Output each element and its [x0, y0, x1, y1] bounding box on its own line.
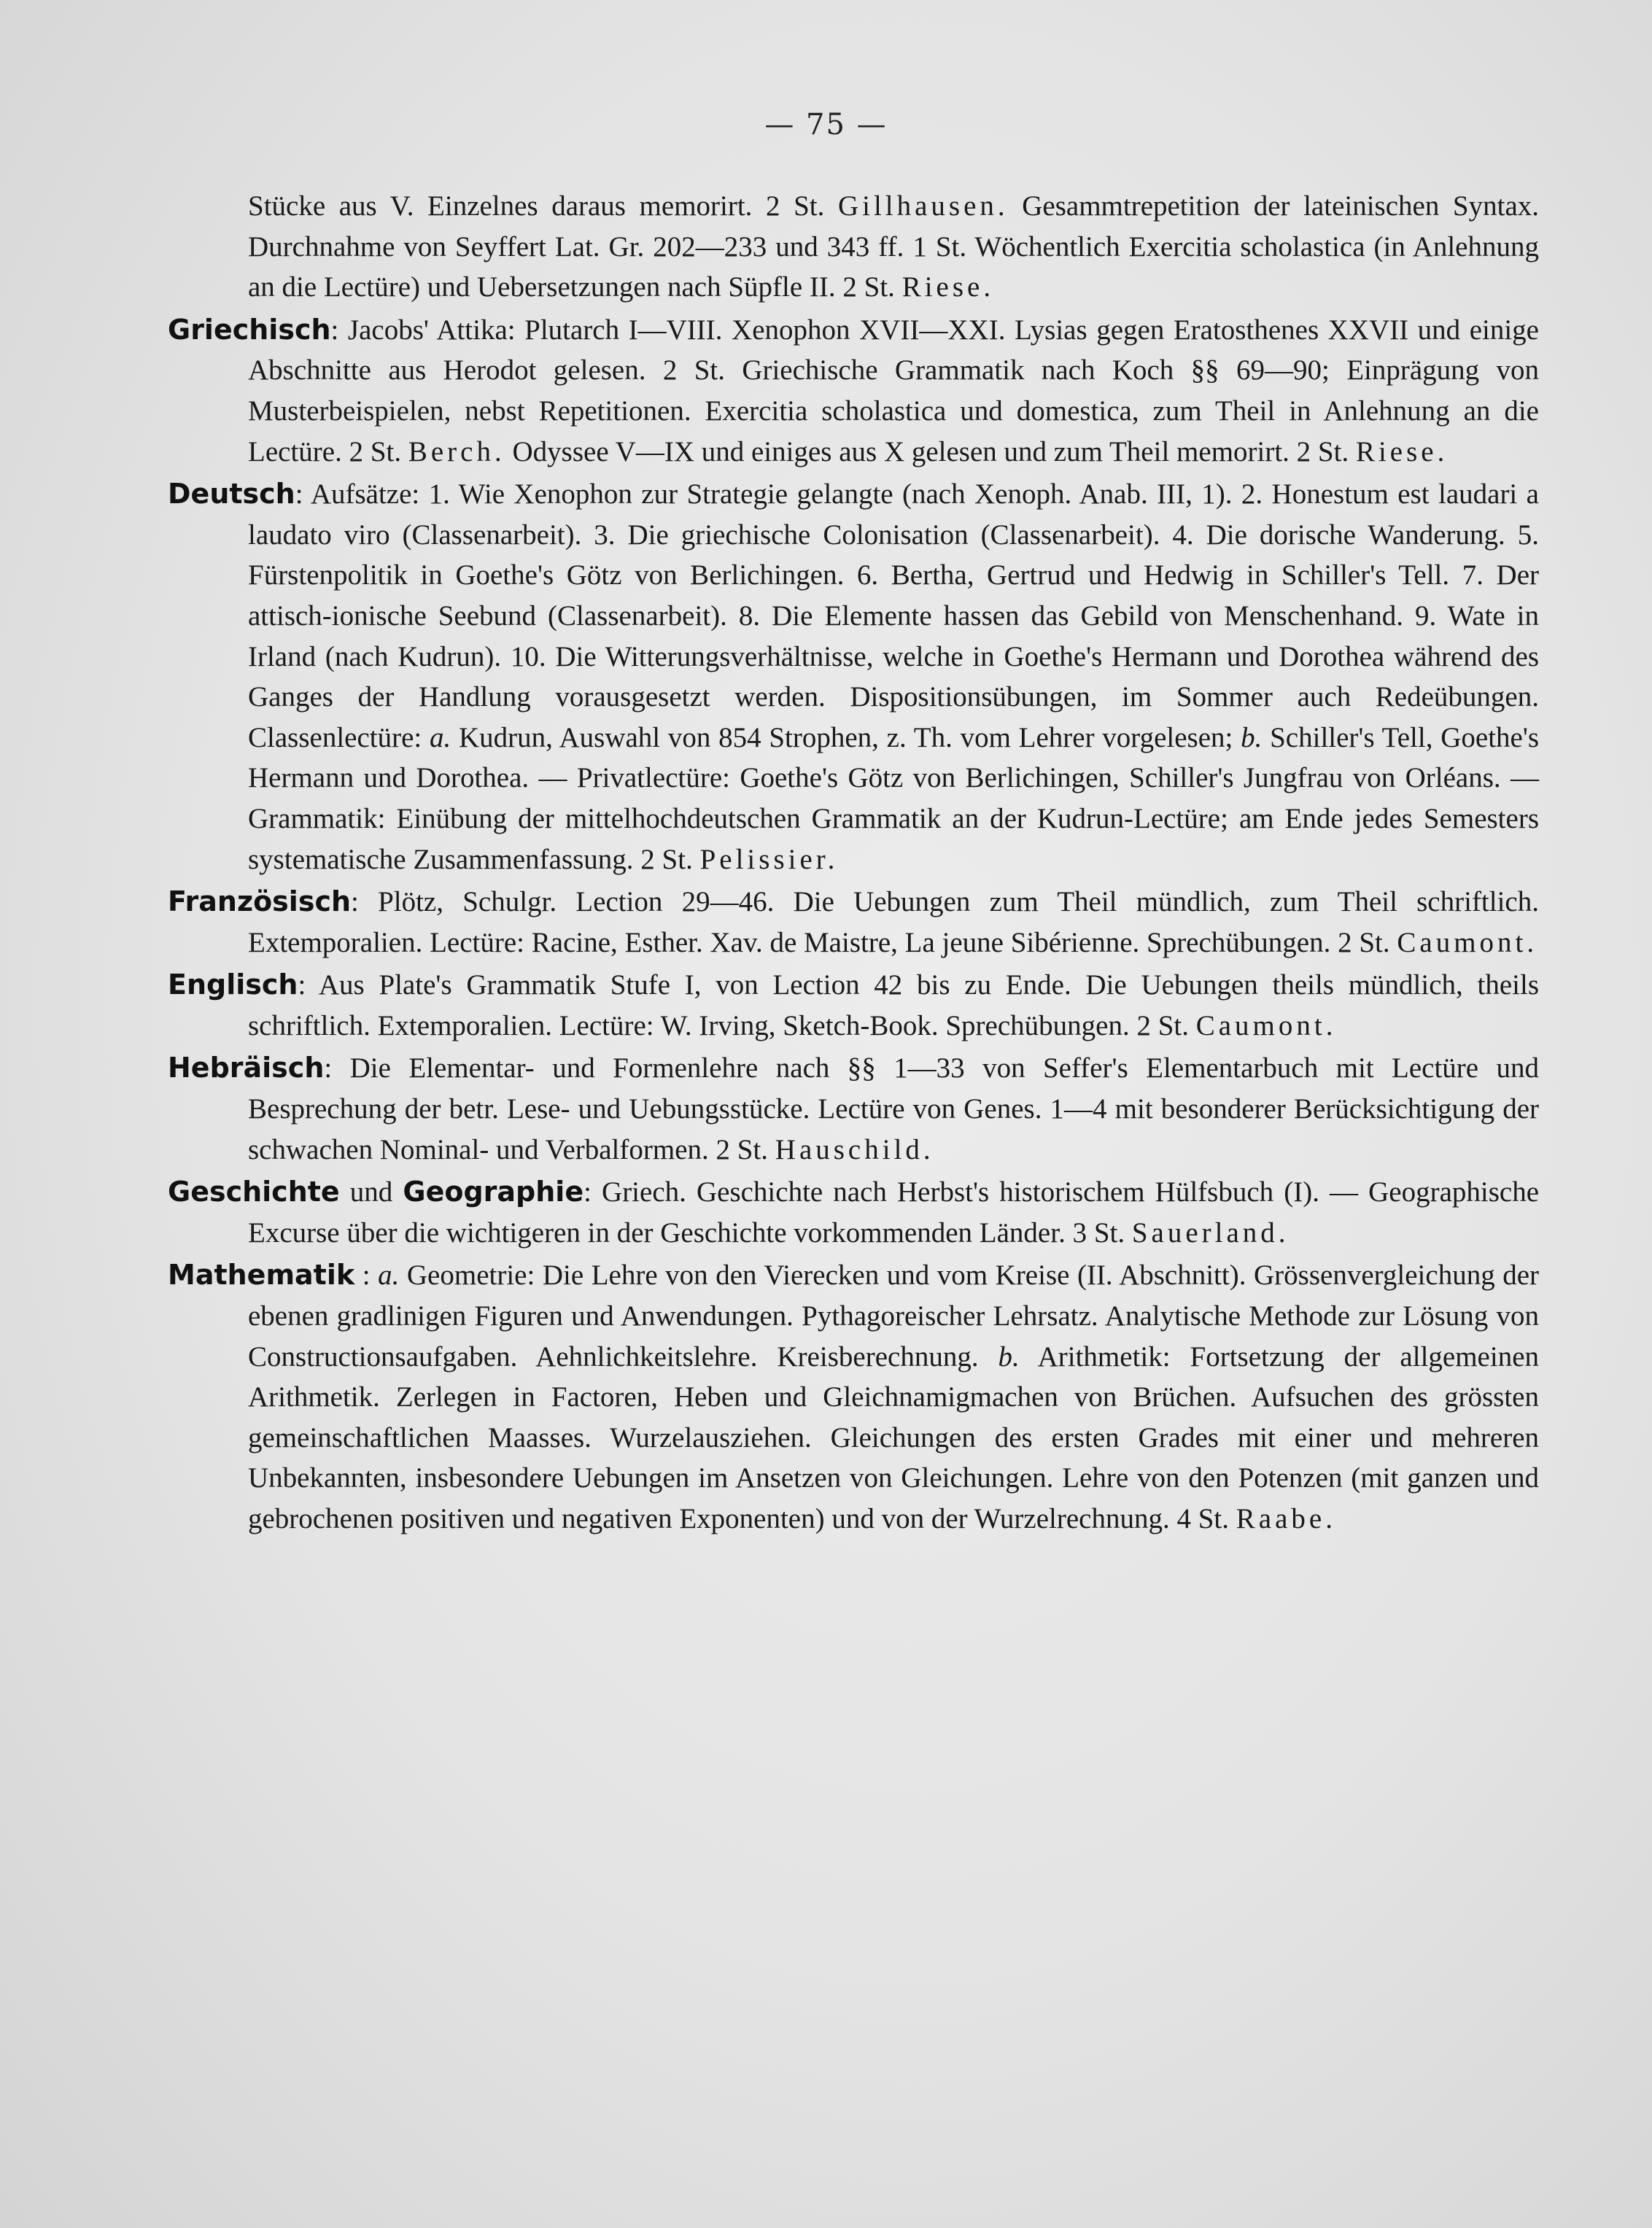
subject-heading: Englisch: [168, 969, 298, 1001]
subject-heading: Geographie: [403, 1176, 584, 1208]
subject-heading: Griechisch: [168, 313, 331, 346]
teacher-name: Caumont.: [1195, 1009, 1337, 1041]
subject-heading: Hebräisch: [168, 1052, 325, 1084]
teacher-name: Hauschild.: [775, 1133, 934, 1165]
subject-heading: Französisch: [168, 885, 352, 918]
paragraph-text: und: [349, 1176, 393, 1208]
paragraph-text: : Plötz, Schulgr. Lection 29—46. Die Uebungen zum Theil mündlich, zum Theil schriftlich. Extemporalien. Lectüre: Racine, Esther. Xav. de Maistre, La jeune Sibérienne. Sprechübungen. 2 St.: [248, 886, 1539, 958]
teacher-name: Caumont.: [1397, 926, 1538, 958]
page-number: — 75 —: [764, 108, 888, 141]
teacher-name: Sauerland.: [1131, 1216, 1290, 1249]
list-marker: b.: [998, 1340, 1020, 1373]
paragraph-deutsch: [168, 474, 1539, 880]
paragraph-latein-continued: [168, 186, 1539, 308]
paragraph-text: Arithmetik: Fortsetzung der allgemeinen Arithmetik. Zerlegen in Factoren, Heben und Gleichnamigmachen von Brüchen. Aufsuchen des grössten gemeinschaftlichen Maasses. Wurzelausziehen. Gleichungen des ersten Grades mit einer und mehreren Unbekannten, insbesondere Uebungen im Ansetzen von Gleichungen. Lehre von den Potenzen (mit ganzen und gebrochenen positiven und negativen Exponenten) und von der Wurzelrechnung. 4 St.: [248, 1340, 1540, 1534]
paragraph-geschichte: [168, 1172, 1539, 1253]
list-marker: a.: [378, 1259, 400, 1292]
teacher-name: Gillhausen.: [837, 190, 1009, 222]
paragraph-text: : Aufsätze: 1. Wie Xenophon zur Strategie gelangte (nach Xenoph. Anab. III, 1). 2. Honestum est laudari a laudato viro (Classenarbeit). 3. Die griechische Colonisation (Classenarbeit). 4. Die dorische Wanderung. 5. Fürstenpolitik in Goethe's Götz von Berlichingen. 6. Bertha, Gertrud und Hedwig in Schiller's Tell. 7. Der attisch-ionische Seebund (Classenarbeit). 8. Die Elemente hassen das Gebild von Menschenhand. 9. Wate in Irland (nach Kudrun). 10. Die Witterungsverhältnisse, welche in Goethe's Hermann und Dorothea während des Ganges der Handlung vorausgesetzt werden. Dispositionsübungen, im Sommer auch Redeübungen. Classenlectüre:: [248, 478, 1539, 753]
paragraph-mathematik: [168, 1255, 1539, 1539]
list-marker: a.: [430, 721, 451, 753]
paragraph-griechisch: [168, 310, 1539, 472]
teacher-name: Pelissier.: [699, 843, 839, 875]
paragraph-text: Kudrun, Auswahl von 854 Strophen, z. Th. vom Lehrer vorgelesen;: [459, 721, 1233, 753]
document-body: [168, 186, 1539, 1542]
paragraph-text: Odyssee V—IX und einiges aus X gelesen und zum Theil memorirt. 2 St.: [512, 435, 1349, 467]
paragraph-text: Stücke aus V. Einzelnes daraus memorirt. 2 St.: [248, 190, 825, 222]
teacher-name: Riese.: [1355, 435, 1449, 467]
teacher-name: Riese.: [901, 271, 995, 303]
paragraph-text: : Die Elementar- und Formenlehre nach §§ 1—33 von Seffer's Elementarbuch mit Lectüre und Besprechung der betr. Lese- und Uebungsstücke. Lectüre von Genes. 1—4 mit besonderer Berücksichtigung der schwachen Nominal- und Verbalformen. 2 St.: [248, 1052, 1539, 1165]
subject-heading: Deutsch: [168, 478, 295, 511]
teacher-name: Raabe.: [1236, 1503, 1336, 1534]
paragraph-englisch: [168, 965, 1539, 1046]
paragraph-text: :: [362, 1259, 371, 1292]
list-marker: b.: [1241, 721, 1263, 753]
paragraph-text: : Aus Plate's Grammatik Stufe I, von Lection 42 bis zu Ende. Die Uebungen theils mündlich, theils schriftlich. Extemporalien. Lectüre: W. Irving, Sketch-Book. Sprechübungen. 2 St.: [248, 969, 1539, 1041]
paragraph-hebraeisch: [168, 1048, 1539, 1170]
paragraph-text: Schiller's Tell, Goethe's Hermann und Dorothea. — Privatlectüre: Goethe's Götz von Berlichingen, Schiller's Jungfrau von Orléans. — Grammatik: Einübung der mittelhochdeutschen Grammatik an der Kudrun-Lectüre; am Ende jedes Semesters systematische Zusammenfassung. 2 St.: [248, 721, 1540, 875]
paragraph-text: : Griech. Geschichte nach Herbst's historischem Hülfsbuch (I). — Geographische Excurse über die wichtigeren in der Geschichte vorkommenden Länder. 3 St.: [248, 1176, 1540, 1249]
paragraph-franzoesisch: [168, 882, 1539, 963]
paragraph-text: Gesammtrepetition der lateinischen Syntax. Durchnahme von Seyffert Lat. Gr. 202—233 und 343 ff. 1 St. Wöchentlich Exercitia scholastica (in Anlehnung an die Lectüre) und Uebersetzungen nach Süpfle II. 2 St.: [248, 190, 1540, 303]
subject-heading: Mathematik: [168, 1259, 355, 1292]
paragraph-text: Geometrie: Die Lehre von den Vierecken und vom Kreise (II. Abschnitt). Grössenvergleichung der ebenen gradlinigen Figuren und Anwendungen. Pythagoreischer Lehrsatz. Analytische Methode zur Lösung von Constructionsaufgaben. Aehnlichkeitslehre. Kreisberechnung.: [248, 1259, 1540, 1373]
subject-heading: Geschichte: [168, 1176, 340, 1208]
teacher-name: Berch.: [408, 435, 505, 467]
paragraph-text: : Jacobs' Attika: Plutarch I—VIII. Xenophon XVII—XXI. Lysias gegen Eratosthenes XXVII und einige Abschnitte aus Herodot gelesen. 2 St. Griechische Grammatik nach Koch §§ 69—90; Einprägung von Musterbeispielen, nebst Repetitionen. Exercitia scholastica und domestica, zum Theil in Anlehnung an die Lectüre. 2 St.: [248, 314, 1539, 467]
